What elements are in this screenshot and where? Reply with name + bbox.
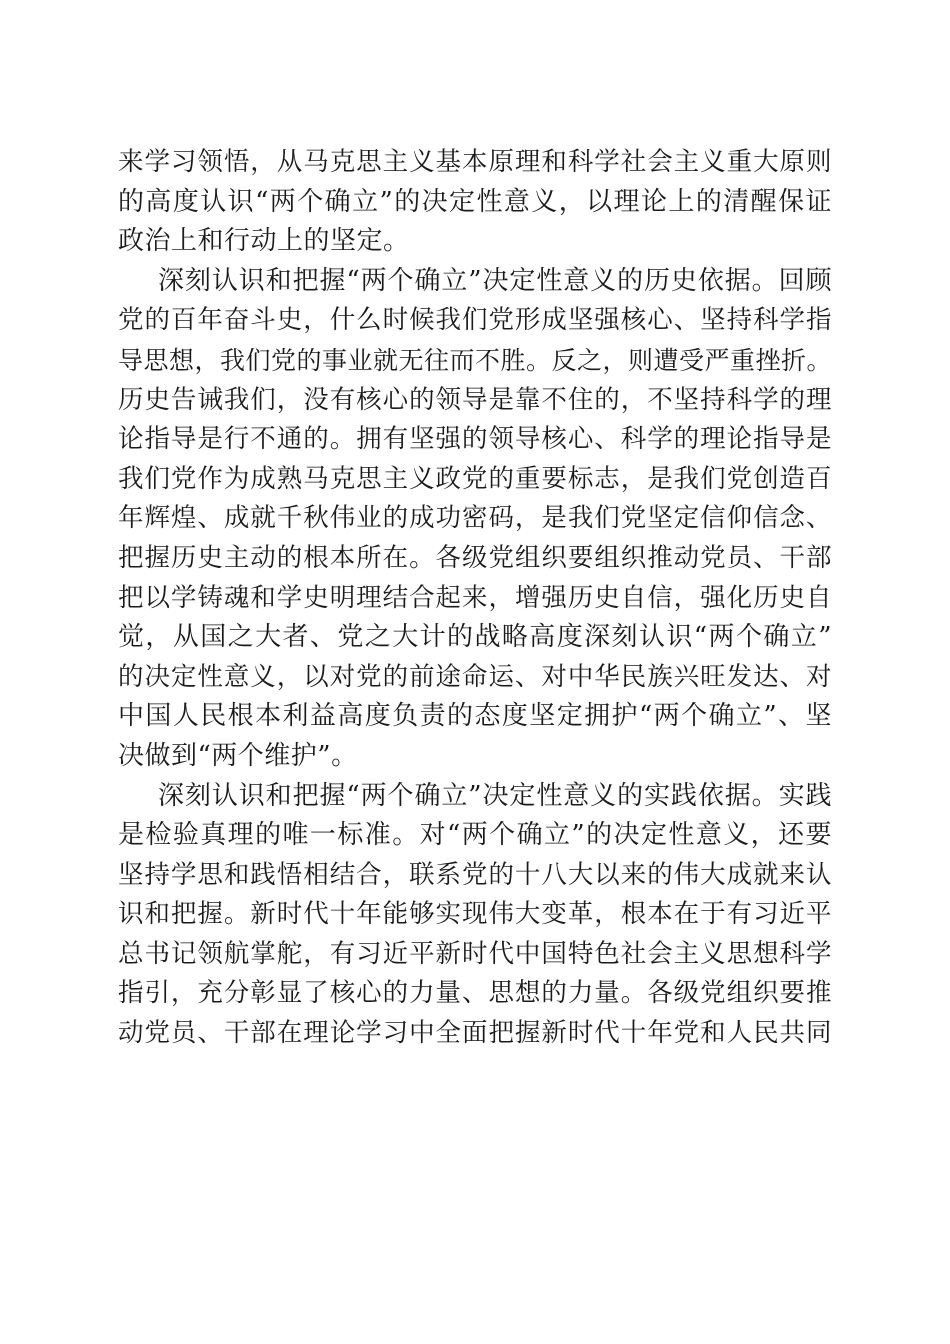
text-line: 深刻认识和把握“两个确立”决定性意义的实践依据。实践 — [158, 780, 832, 811]
text-line: 总书记领航掌舵，有习近平新时代中国特色社会主义思想科学 — [118, 938, 832, 969]
text-line: 觉，从国之大者、党之大计的战略高度深刻认识“两个确立” — [118, 622, 832, 653]
text-line: 识和把握。新时代十年能够实现伟大变革，根本在于有习近平 — [118, 899, 832, 930]
text-line: 历史告诫我们，没有核心的领导是靠不住的，不坚持科学的理 — [118, 384, 832, 415]
text-line: 的高度认识“两个确立”的决定性意义，以理论上的清醒保证 — [118, 186, 832, 217]
text-line: 党的百年奋斗史，什么时候我们党形成坚强核心、坚持科学指 — [118, 305, 832, 336]
text-line: 年辉煌、成就千秋伟业的成功密码，是我们党坚定信仰信念、 — [118, 503, 832, 534]
text-line: 决做到“两个维护”。 — [118, 740, 358, 771]
text-line: 论指导是行不通的。拥有坚强的领导核心、科学的理论指导是 — [118, 424, 832, 455]
text-line: 深刻认识和把握“两个确立”决定性意义的历史依据。回顾 — [158, 265, 832, 296]
text-line: 我们党作为成熟马克思主义政党的重要标志，是我们党创造百 — [118, 463, 832, 494]
text-line: 指引，充分彰显了核心的力量、思想的力量。各级党组织要推 — [118, 978, 832, 1009]
text-line: 坚持学思和践悟相结合，联系党的十八大以来的伟大成就来认 — [118, 859, 832, 890]
text-line: 导思想，我们党的事业就无往而不胜。反之，则遭受严重挫折。 — [118, 345, 833, 375]
text-line: 动党员、干部在理论学习中全面把握新时代十年党和人民共同 — [118, 1018, 832, 1049]
text-line: 的决定性意义，以对党的前途命运、对中华民族兴旺发达、对 — [118, 661, 832, 692]
paragraph-practical-basis — [118, 777, 832, 1054]
text-line: 是检验真理的唯一标准。对“两个确立”的决定性意义，还要 — [118, 820, 832, 851]
document-body — [118, 143, 832, 1054]
text-line: 来学习领悟，从马克思主义基本原理和科学社会主义重大原则 — [118, 147, 832, 177]
text-line: 把以学铸魂和学史明理结合起来，增强历史自信，强化历史自 — [118, 582, 832, 613]
text-line: 把握历史主动的根本所在。各级党组织要组织推动党员、干部 — [118, 542, 832, 573]
paragraph-continuation — [118, 143, 832, 262]
paragraph-historical-basis — [118, 262, 832, 777]
text-line: 中国人民根本利益高度负责的态度坚定拥护“两个确立”、坚 — [118, 701, 832, 732]
text-line: 政治上和行动上的坚定。 — [118, 226, 410, 257]
